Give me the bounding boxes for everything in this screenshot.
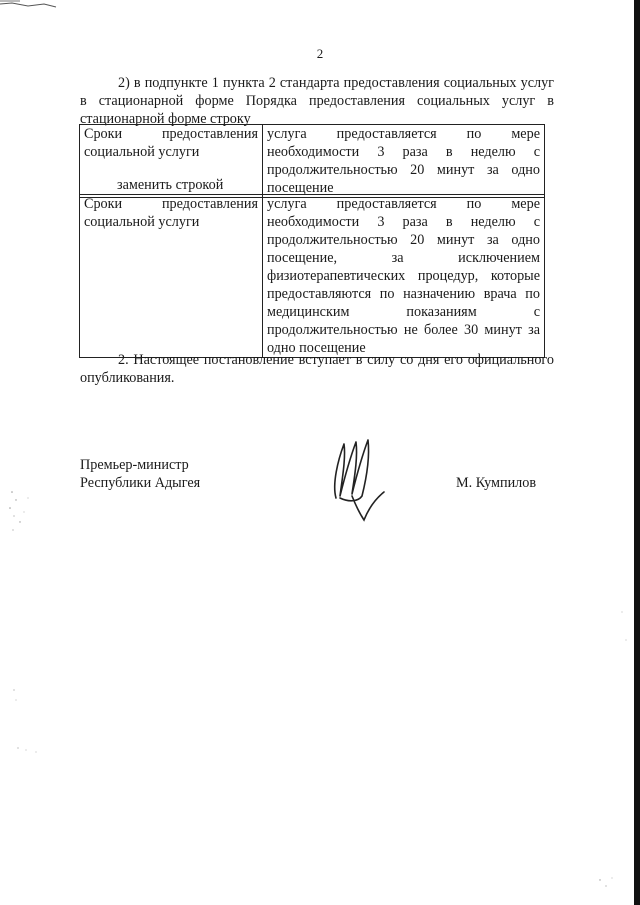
page-number: 2 bbox=[316, 46, 324, 61]
scan-edge-shadow bbox=[634, 0, 640, 905]
scan-corner-mark bbox=[0, 0, 60, 14]
replace-label: заменить строкой bbox=[117, 177, 224, 193]
table-cell-label: Сроки предоставления социальной услуги bbox=[80, 125, 263, 198]
signatory-title bbox=[80, 456, 200, 492]
handwritten-signature bbox=[326, 436, 386, 522]
signatory-title-line2: Республики Адыгея bbox=[80, 475, 201, 491]
new-row-table bbox=[79, 194, 545, 358]
table-row bbox=[80, 195, 545, 358]
amendment-intro-paragraph: 2) в подпункте 1 пункта 2 стандарта предоставления социальных услуг в стационарной форме Порядка предоставления социальных услуг в стационарной форме строку bbox=[80, 75, 554, 127]
table-cell-value: услуга предоставляется по мере необходимости 3 раза в неделю с продолжительностью 20 минут за одно посещение bbox=[263, 125, 545, 198]
table-cell-label: Сроки предоставления социальной услуги bbox=[80, 195, 263, 358]
table-cell-value: услуга предоставляется по мере необходимости 3 раза в неделю с продолжительностью 20 минут за одно посещение, за исключением физиотерапевтических процедур, которые предоставляются по назначению врача по медицинским показаниям с продолжительностью не более 30 минут за одно посещение bbox=[263, 195, 545, 358]
signatory-title-line1: Премьер-министр bbox=[80, 457, 189, 473]
effective-date-paragraph: 2. Настоящее постановление вступает в силу со дня его официального опубликования. bbox=[80, 352, 554, 386]
signatory-name: М. Кумпилов bbox=[456, 475, 537, 491]
